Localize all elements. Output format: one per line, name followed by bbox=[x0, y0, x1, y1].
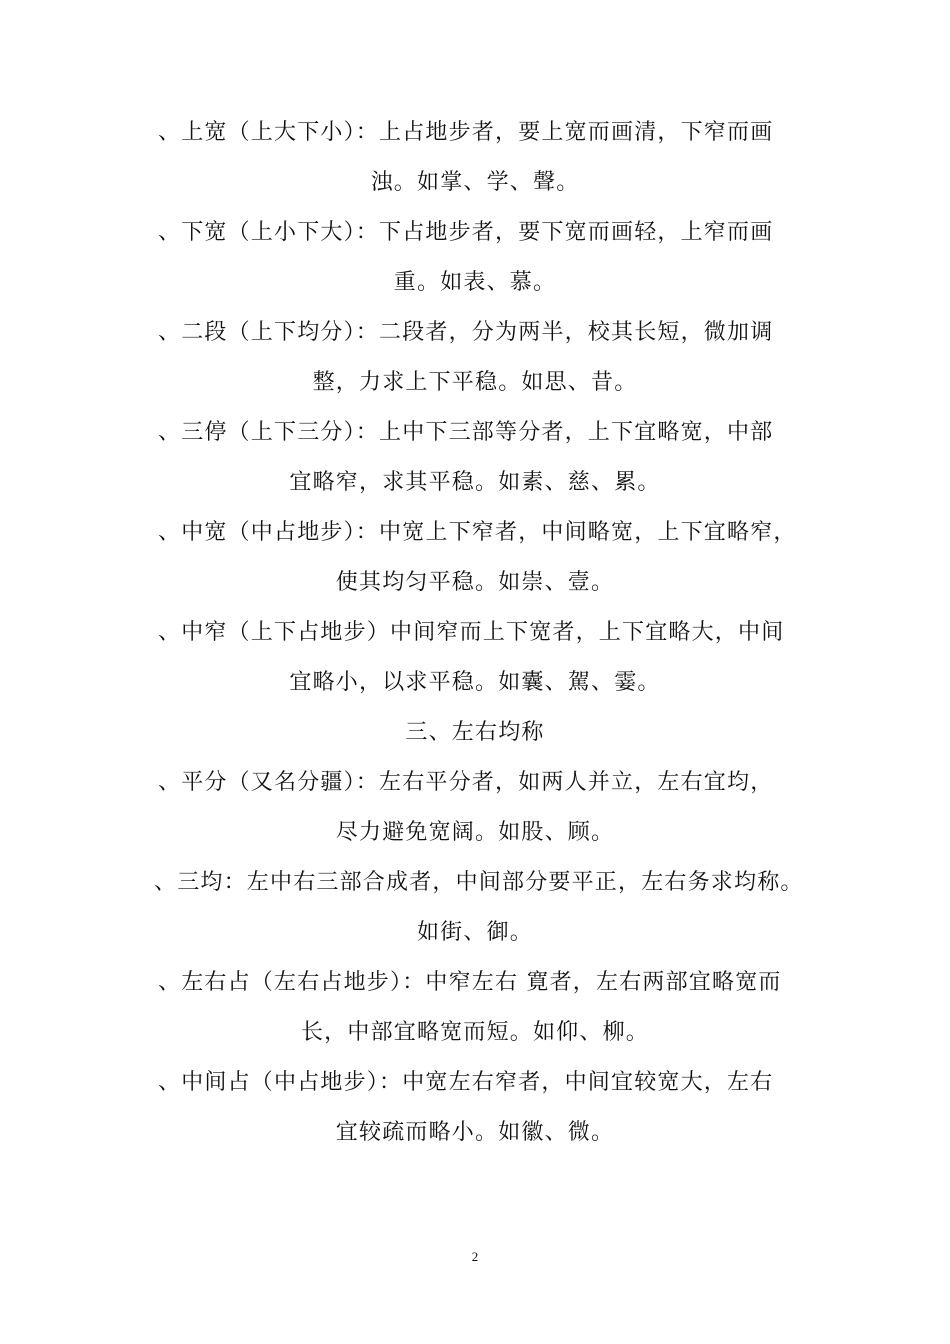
text-line-20: 、中间占（中占地步）：中宽左右窄者，中间宜较宽大，左右 bbox=[158, 1070, 774, 1095]
text-line-17: 如街、御。 bbox=[416, 920, 533, 945]
text-line-5: 、二段（上下均分）：二段者，分为两半，校其长短，微加调 bbox=[158, 320, 774, 345]
text-line-21: 宜较疏而略小。如徽、微。 bbox=[335, 1120, 615, 1145]
text-line-6: 整，力求上下平稳。如思、昔。 bbox=[312, 370, 638, 395]
text-line-10: 使其均匀平稳。如崇、壹。 bbox=[335, 570, 615, 595]
text-line-14: 、平分（又名分疆）：左右平分者，如两人并立，左右宜均， bbox=[158, 770, 774, 795]
text-line-12: 宜略小，以求平稳。如囊、駕、霎。 bbox=[289, 670, 661, 695]
text-line-3: 、下宽（上小下大）：下占地步者，要下宽而画轻，上窄而画 bbox=[158, 220, 774, 245]
text-line-19: 长，中部宜略宽而短。如仰、柳。 bbox=[300, 1020, 649, 1045]
section-heading: 三、左右均称 bbox=[405, 720, 545, 745]
text-line-1: 、上宽（上大下小）：上占地步者，要上宽而画清，下窄而画 bbox=[158, 120, 774, 145]
text-line-7: 、三停（上下三分）：上中下三部等分者，上下宜略宽，中部 bbox=[158, 420, 774, 445]
text-line-15: 尽力避免宽阔。如股、顾。 bbox=[335, 820, 615, 845]
text-line-11: 、中窄（上下占地步）中间窄而上下宽者，上下宜略大，中间 bbox=[158, 620, 785, 645]
text-line-9: 、中宽（中占地步）：中宽上下窄者，中间略宽，上下宜略窄， bbox=[158, 520, 797, 545]
text-line-4: 重。如表、慕。 bbox=[393, 270, 557, 295]
text-line-18: 、左右占（左右占地步）：中窄左右 寛者，左右两部宜略宽而 bbox=[158, 970, 782, 995]
text-line-16: 、三均：左中右三部合成者，中间部分要平正，左右务求均称。 bbox=[154, 870, 804, 895]
text-line-8: 宜略窄，求其平稳。如素、慈、累。 bbox=[289, 470, 661, 495]
page-number: 2 bbox=[471, 1249, 479, 1264]
text-line-2: 浊。如掌、学、聲。 bbox=[370, 170, 580, 195]
